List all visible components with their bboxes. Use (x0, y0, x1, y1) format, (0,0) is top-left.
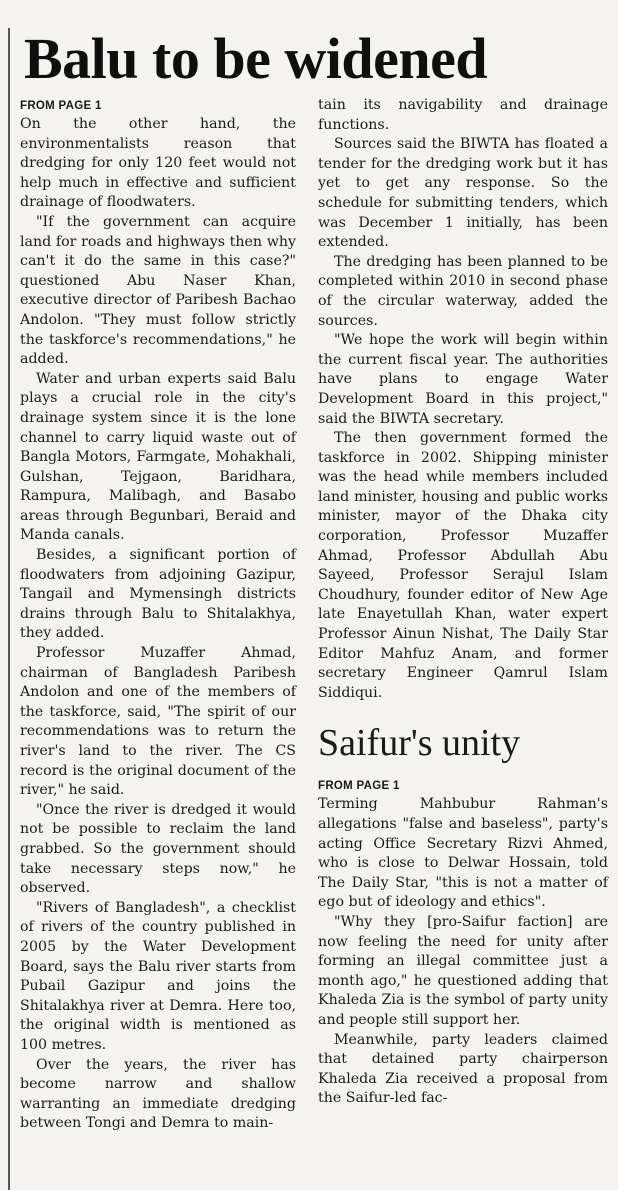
paragraph: tain its navigability and drainage functions. (318, 97, 608, 133)
paragraph: "Rivers of Bangladesh", a checklist of rivers of the country published in 2005 by the Water Development Board, says the Balu river starts from Pubail Gazipur and joins the Shitalakhya river at Demra. Here too, the original width is mentioned as 100 metres. (20, 899, 296, 1053)
paragraph: "If the government can acquire land for roads and highways then why can't it do the same in this case?" questioned Abu Naser Khan, executive director of Paribesh Bachao Andolon. "They must follow strictly the taskforce's recommendations," he added. (20, 213, 296, 368)
paragraph: The then government formed the taskforce in 2002. Shipping minister was the head while members included land minister, housing and public works minister, mayor of the Dhaka city corporation, Professor Muzaffer Ahmad, Professor Abdullah Abu Sayeed, Professor Serajul Islam Choudhury, founder editor of New Age late Enayetullah Khan, water expert Professor Ainun Nishat, The Daily Star Editor Mahfuz Anam, and former secretary Engineer Qamrul Islam Siddiqui. (318, 430, 608, 701)
paragraph: "Once the river is dredged it would not be possible to reclaim the land grabbed. So the government should take necessary steps now," he observed. (20, 801, 296, 897)
paragraph: "Why they [pro-Saifur faction] are now feeling the need for unity after forming an illegal committee just a month ago," he questioned adding that Khaleda Zia is the symbol of party unity and people still support her. (318, 913, 608, 1028)
paragraph: Sources said the BIWTA has floated a tender for the dredging work but it has yet to get any response. So the schedule for submitting tenders, which was December 1 initially, has been extended. (318, 136, 608, 251)
paragraph: Over the years, the river has become narrow and shallow warranting an immediate dredging between Tongi and Demra to main- (20, 1056, 296, 1132)
headline: Balu to be widened (24, 26, 488, 91)
right-column (318, 96, 608, 1109)
paragraph: Professor Muzaffer Ahmad, chairman of Bangladesh Paribesh Andolon and one of the members of the taskforce, said, "The spirit of our recommendations was to return the river's land to the river. The CS record is the original document of the river," he said. (20, 645, 296, 799)
subhead: Saifur's unity (318, 722, 521, 765)
paragraph: Terming Mahbubur Rahman's allegations "false and baseless", party's acting Office Secretary Rizvi Ahmed, who is close to Delwar Hossain, told The Daily Star, "this is not a matter of ego but of ideology and ethics". (318, 796, 608, 911)
paragraph: "We hope the work will begin within the current fiscal year. The authorities have plans to engage Water Development Board in this project," said the BIWTA secretary. (318, 332, 608, 427)
paragraph: The dredging has been planned to be completed within 2010 in second phase of the circular waterway, added the sources. (318, 253, 608, 329)
kicker-from-page: FROM PAGE 1 (20, 100, 102, 112)
left-column (20, 99, 296, 1134)
column-rule (8, 28, 10, 1190)
paragraph: On the other hand, the environmentalists reason that dredging for only 120 feet would not help much in effective and sufficient drainage of floodwaters. (20, 116, 296, 211)
paragraph: Water and urban experts said Balu plays a crucial role in the city's drainage system since it is the lone channel to carry liquid waste out of Bangla Motors, Farmgate, Mohakhali, Gulshan, Tejgaon, Baridhara, Rampura, Malibagh, and Basabo areas through Begunbari, Beraid and Manda canals. (20, 370, 296, 544)
paragraph: Meanwhile, party leaders claimed that detained party chairperson Khaleda Zia received a proposal from the Saifur-led fac- (318, 1031, 608, 1107)
kicker-from-page: FROM PAGE 1 (318, 780, 400, 793)
paragraph: Besides, a significant portion of floodwaters from adjoining Gazipur, Tangail and Mymensingh districts drains through Balu to Shitalakhya, they added. (20, 547, 296, 642)
